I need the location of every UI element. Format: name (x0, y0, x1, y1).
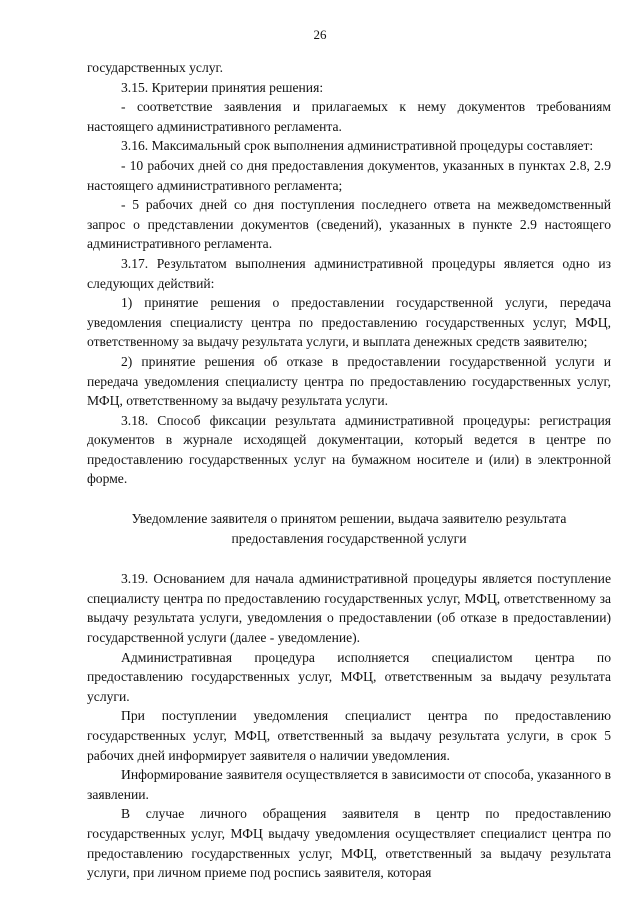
paragraph: 3.17. Результатом выполнения административной процедуры является одно из следующих действий: (87, 255, 611, 291)
paragraph: Информирование заявителя осуществляется в зависимости от способа, указанного в заявлении. (87, 767, 611, 802)
page-number: 26 (313, 27, 327, 42)
paragraph: Административная процедура исполняется специалистом центра по предоставлению государственных услуг, МФЦ, ответственным за выдачу результата услуги. (87, 649, 611, 704)
paragraph: 3.19. Основанием для начала административной процедуры является поступление специалисту центра по предоставлению государственных услуг, МФЦ, ответственному за выдачу результата услуги, уведомления о предоставлении (об отказе в предоставлении) государственной услуги (далее - уведомление). (87, 571, 611, 646)
document-body (87, 58, 611, 883)
paragraph: 3.15. Критерии принятия решения: (121, 79, 324, 95)
paragraph: 2) принятие решения об отказе в предоставлении государственной услуги и передача уведомления специалисту центра по предоставлению государственных услуг, МФЦ, ответственному за выдачу результата услуги. (87, 353, 611, 409)
paragraph: государственных услуг. (87, 60, 223, 75)
paragraph: 3.16. Максимальный срок выполнения административной процедуры составляет: (121, 138, 594, 154)
paragraph: При поступлении уведомления специалист центра по предоставлению государственных услуг, МФЦ, ответственный за выдачу результата услуги, в срок 5 рабочих дней информирует заявителя о наличии уведомления. (87, 708, 611, 763)
paragraph: - 10 рабочих дней со дня предоставления документов, указанных в пунктах 2.8, 2.9 настоящего административного регламента; (87, 157, 611, 193)
section-heading: Уведомление заявителя о принятом решении, выдача заявителю результата предоставления государственной услуги (131, 511, 567, 546)
paragraph: 1) принятие решения о предоставлении государственной услуги, передача уведомления специалисту центра по предоставлению государственных услуг, МФЦ, ответственному за выдачу результата услуги, и выплата денежных средств заявителю; (87, 295, 611, 350)
paragraph: - 5 рабочих дней со дня поступления последнего ответа на межведомственный запрос о представлении документов (сведений), указанных в пункте 2.9 настоящего административного регламента. (87, 197, 611, 252)
paragraph: - соответствие заявления и прилагаемых к нему документов требованиям настоящего административного регламента. (87, 99, 611, 134)
paragraph: 3.18. Способ фиксации результата административной процедуры: регистрация документов в журнале исходящей документации, который ведется в центре по предоставлению государственных услуг на бумажном носителе и (или) в электронной форме. (87, 412, 611, 487)
paragraph: В случае личного обращения заявителя в центр по предоставлению государственных услуг, МФЦ выдачу уведомления осуществляет специалист центра по предоставлению государственных услуг, МФЦ, ответственный за выдачу результата услуги, при личном приеме под роспись заявителя, которая (87, 806, 611, 881)
